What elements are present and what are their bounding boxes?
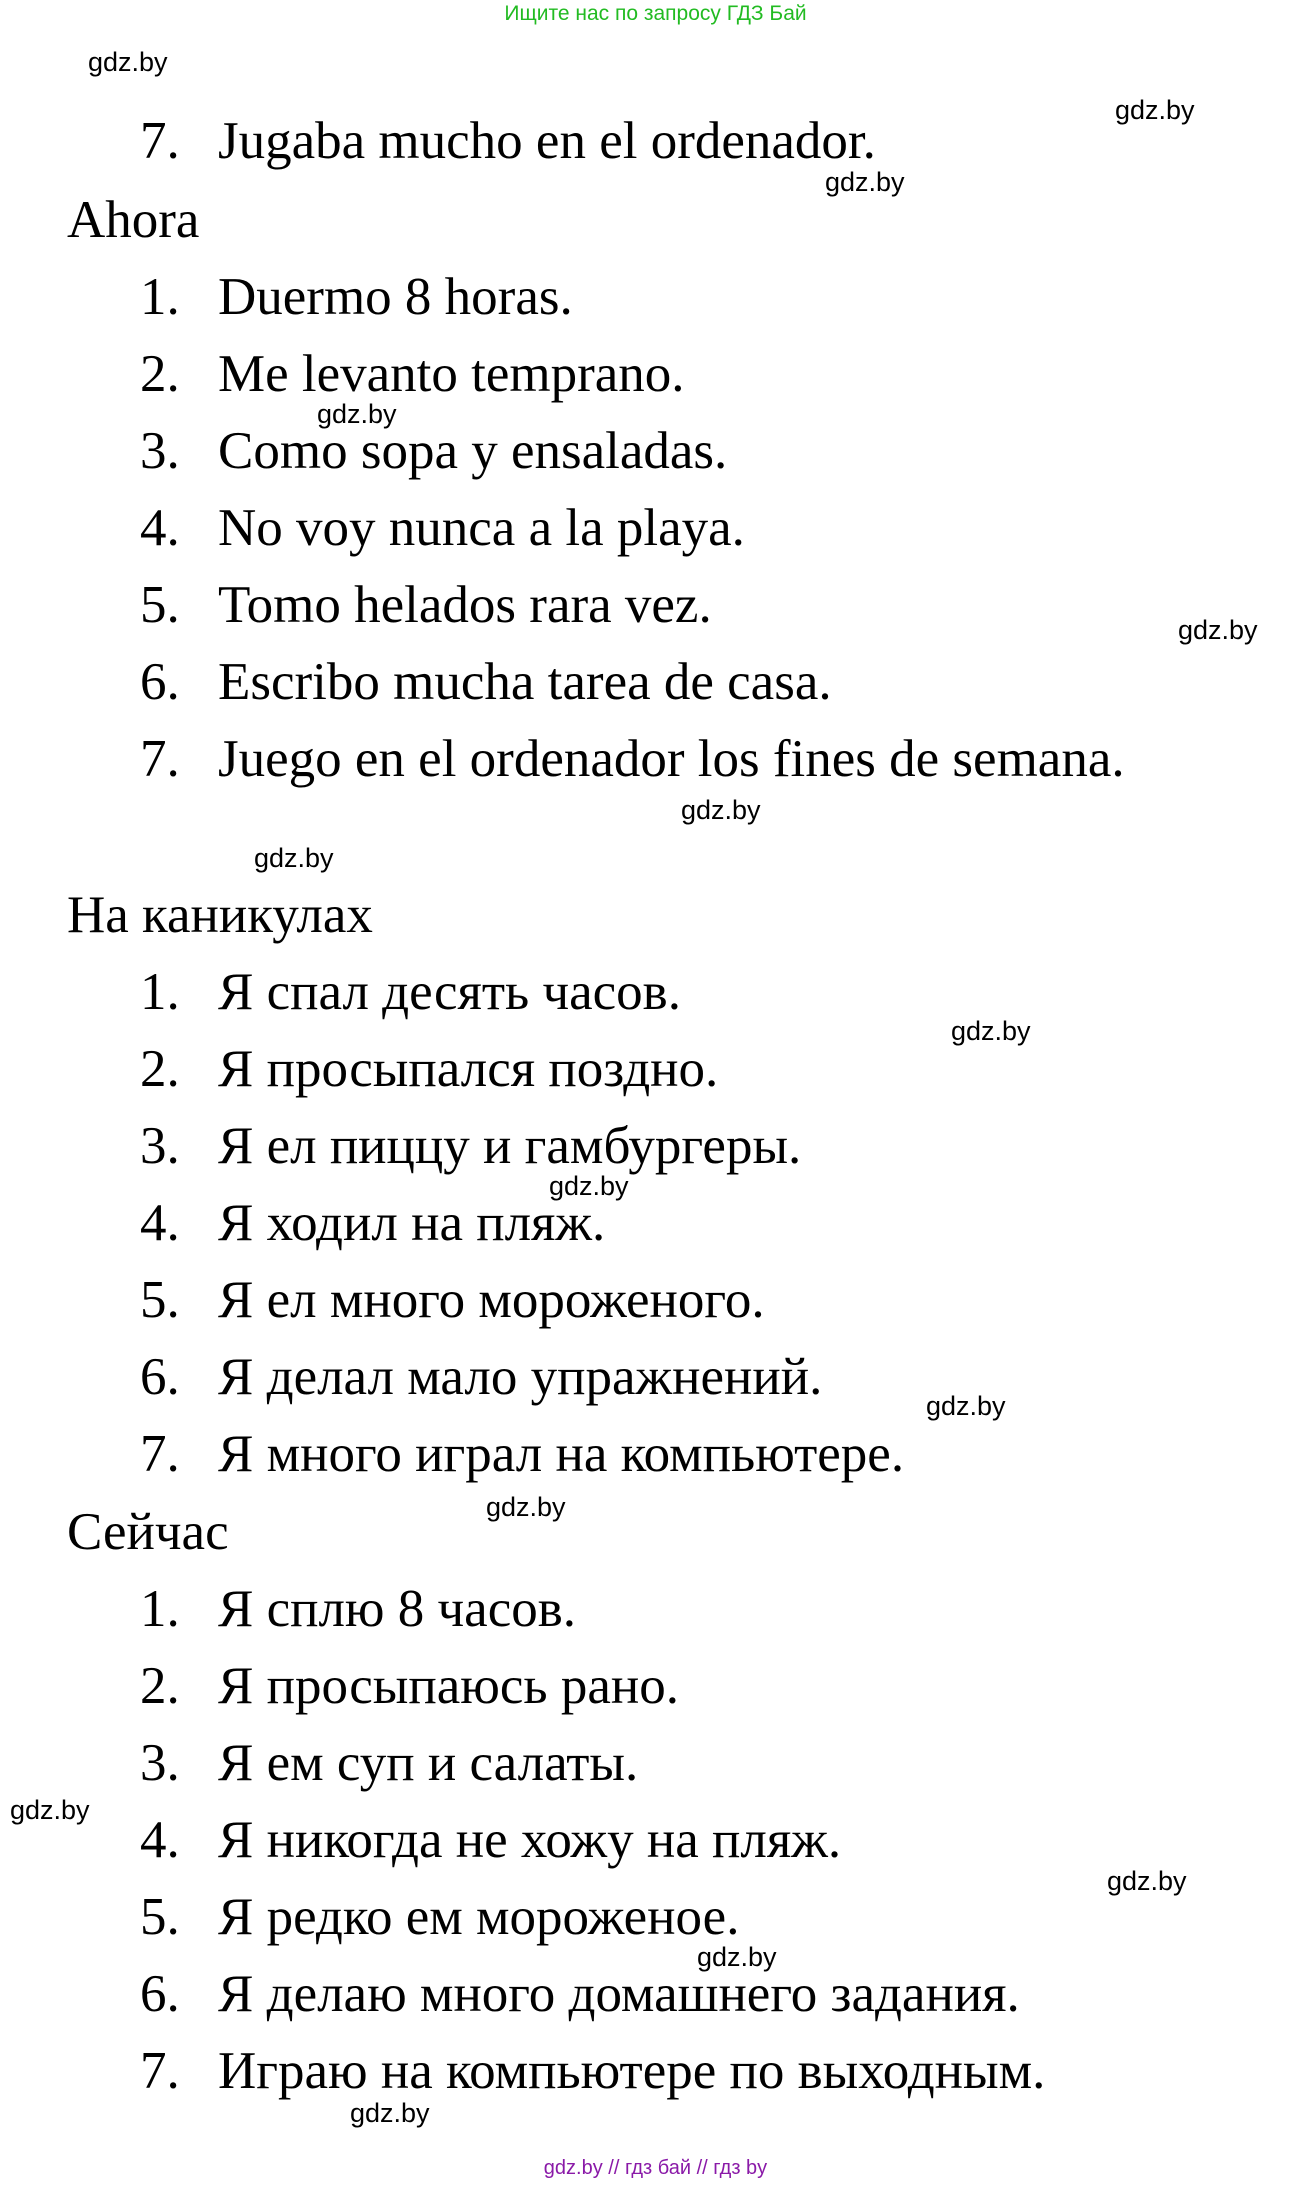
watermark: gdz.by xyxy=(926,1391,1006,1421)
item-number: 2. xyxy=(140,345,180,403)
item-text: Я просыпался поздно. xyxy=(218,1040,719,1098)
item-text: Duermo 8 horas. xyxy=(218,268,573,326)
list-item xyxy=(140,1579,576,1639)
item-number: 1. xyxy=(140,963,180,1021)
watermark: gdz.by xyxy=(350,2098,430,2128)
item-number: 7. xyxy=(140,730,180,788)
list-item xyxy=(140,962,681,1022)
item-text: Я много играл на компьютере. xyxy=(218,1425,905,1483)
watermark: gdz.by xyxy=(486,1492,566,1522)
list-item xyxy=(140,1270,765,1330)
list-item xyxy=(140,1887,739,1947)
list-item xyxy=(140,2041,1045,2101)
item-number: 6. xyxy=(140,653,180,711)
list-item xyxy=(140,1193,605,1253)
watermark: gdz.by xyxy=(88,47,168,77)
item-text: Juego en el ordenador los fines de semana. xyxy=(218,730,1125,788)
section-heading-seychas: Сейчас xyxy=(67,1503,229,1561)
item-number: 3. xyxy=(140,422,180,480)
item-text: Я ходил на пляж. xyxy=(218,1194,606,1252)
list-item xyxy=(140,1810,841,1870)
list-item xyxy=(140,1116,801,1176)
item-text: Я ем суп и салаты. xyxy=(218,1734,639,1792)
item-number: 5. xyxy=(140,1888,180,1946)
list-item xyxy=(140,421,727,481)
watermark: gdz.by xyxy=(254,843,334,873)
list-item xyxy=(140,344,685,404)
list-item xyxy=(140,575,712,635)
item-text: Я спал десять часов. xyxy=(218,963,681,1021)
item-number: 5. xyxy=(140,576,180,634)
item-number: 7. xyxy=(140,1425,180,1483)
list-item xyxy=(140,1964,1020,2024)
item-text: Я ел много мороженого. xyxy=(218,1271,765,1329)
item-text: Tomo helados rara vez. xyxy=(218,576,712,634)
watermark: gdz.by xyxy=(825,167,905,197)
watermark: gdz.by xyxy=(1107,1866,1187,1896)
item-number: 3. xyxy=(140,1734,180,1792)
item-number: 7. xyxy=(140,112,180,170)
item-number: 4. xyxy=(140,1811,180,1869)
item-text: Escribo mucha tarea de casa. xyxy=(218,653,832,711)
item-number: 3. xyxy=(140,1117,180,1175)
watermark: gdz.by xyxy=(1178,615,1258,645)
list-item xyxy=(140,267,573,327)
item-text: Jugaba mucho en el ordenador. xyxy=(218,112,876,170)
list-item xyxy=(140,1347,822,1407)
item-number: 6. xyxy=(140,1348,180,1406)
item-text: Como sopa y ensaladas. xyxy=(218,422,728,480)
item-text: No voy nunca a la playa. xyxy=(218,499,745,557)
watermark: gdz.by xyxy=(317,399,397,429)
item-text: Я делаю много домашнего задания. xyxy=(218,1965,1020,2023)
watermark: gdz.by xyxy=(951,1016,1031,1046)
item-number: 2. xyxy=(140,1040,180,1098)
list-item xyxy=(140,498,745,558)
watermark: gdz.by xyxy=(681,795,761,825)
watermark: gdz.by xyxy=(697,1942,777,1972)
item-number: 2. xyxy=(140,1657,180,1715)
item-number: 4. xyxy=(140,1194,180,1252)
footer-links[interactable]: gdz.by // гдз бай // гдз by xyxy=(543,2157,768,2179)
item-text: Я сплю 8 часов. xyxy=(218,1580,577,1638)
item-text: Я никогда не хожу на пляж. xyxy=(218,1811,842,1869)
section-heading-ahora: Ahora xyxy=(67,191,200,249)
item-number: 6. xyxy=(140,1965,180,2023)
list-item xyxy=(140,729,1125,789)
list-item xyxy=(140,652,832,712)
item-number: 1. xyxy=(140,1580,180,1638)
watermark: gdz.by xyxy=(549,1171,629,1201)
item-text: Me levanto temprano. xyxy=(218,345,685,403)
item-text: Я редко ем мороженое. xyxy=(218,1888,740,1946)
item-number: 5. xyxy=(140,1271,180,1329)
list-item xyxy=(140,1424,904,1484)
watermark: gdz.by xyxy=(10,1795,90,1825)
item-number: 1. xyxy=(140,268,180,326)
list-item xyxy=(140,1656,679,1716)
list-item xyxy=(140,1733,638,1793)
search-banner[interactable]: Ищите нас по запросу ГДЗ Бай xyxy=(504,2,807,25)
item-number: 4. xyxy=(140,499,180,557)
list-item xyxy=(140,1039,718,1099)
watermark: gdz.by xyxy=(1115,95,1195,125)
item-number: 7. xyxy=(140,2042,180,2100)
item-text: Я просыпаюсь рано. xyxy=(218,1657,679,1715)
item-text: Я делал мало упражнений. xyxy=(218,1348,823,1406)
item-text: Играю на компьютере по выходным. xyxy=(218,2042,1046,2100)
section-heading-na-kanikulakh: На каникулах xyxy=(67,886,373,944)
list-item xyxy=(140,111,876,171)
item-text: Я ел пиццу и гамбургеры. xyxy=(218,1117,802,1175)
